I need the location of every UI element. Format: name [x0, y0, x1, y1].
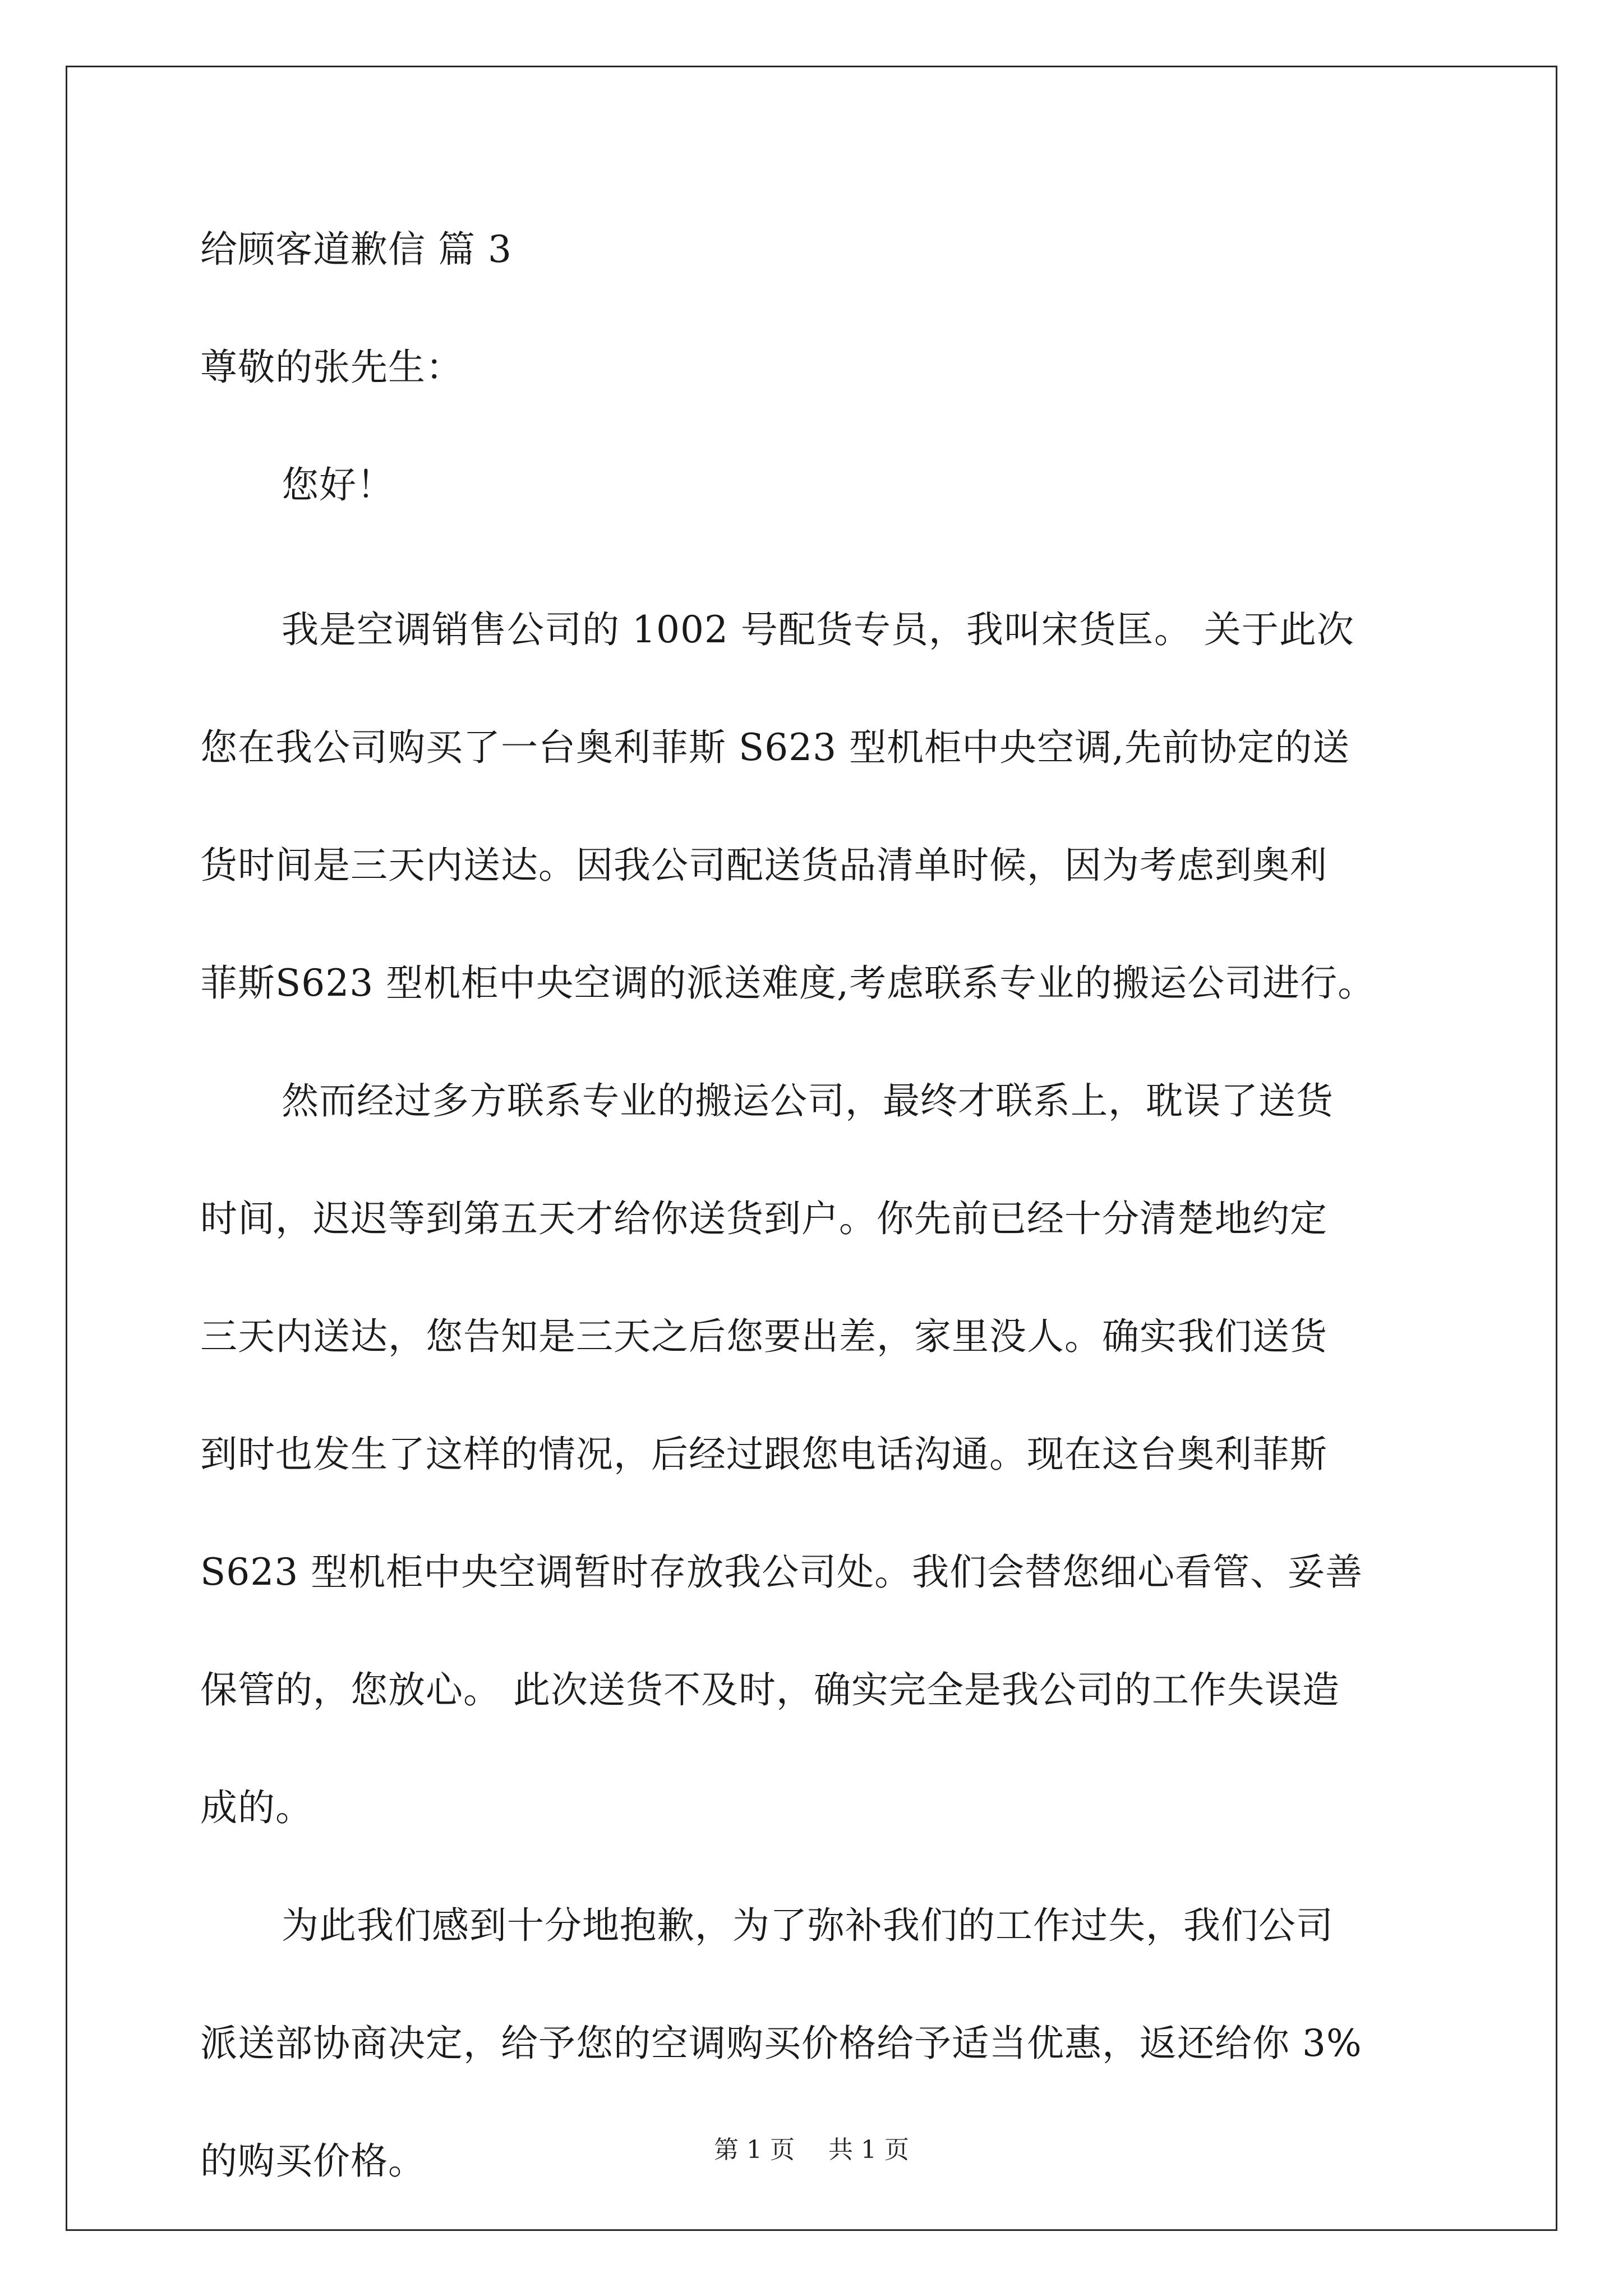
paragraph-line: 三天内送达，您告知是三天之后您要出差，家里没人。确实我们送货	[200, 1315, 1327, 1358]
paragraph-line: 的购买价格。	[200, 2139, 426, 2183]
paragraph-line: 保管的，您放心。 此次送货不及时，确实完全是我公司的工作失误造	[200, 1668, 1340, 1711]
paragraph-line: 为此我们感到十分地抱歉，为了弥补我们的工作过失，我们公司	[282, 1904, 1334, 1947]
page-total: 共 1 页	[828, 2136, 909, 2164]
paragraph-line: 时间，迟迟等到第五天才给你送货到户。你先前已经十分清楚地约定	[200, 1197, 1327, 1240]
paragraph-2	[200, 1042, 1434, 1867]
paragraph-line: 然而经过多方联系专业的搬运公司，最终才联系上，耽误了送货	[282, 1079, 1334, 1122]
paragraph-1	[200, 571, 1434, 1042]
paragraph-line: 您在我公司购买了一台奥利菲斯 S623 型机柜中央空调,先前协定的送	[200, 726, 1350, 769]
paragraph-3	[200, 1867, 1434, 2220]
page-number: 第 1 页	[714, 2136, 795, 2164]
paragraph-line: 我是空调销售公司的 1002 号配货专员，我叫宋货匡。 关于此次	[282, 608, 1354, 651]
letter-body	[200, 216, 1434, 2220]
paragraph-line: S623 型机柜中央空调暂时存放我公司处。我们会替您细心看管、妥善	[200, 1550, 1363, 1594]
salutation: 尊敬的张先生：	[200, 346, 463, 389]
document-title: 给顾客道歉信 篇 3	[200, 228, 512, 271]
paragraph-line: 货时间是三天内送达。因我公司配送货品清单时候，因为考虑到奥利	[200, 844, 1327, 887]
paragraph-line: 派送部协商决定，给予您的空调购买价格给予适当优惠，返还给你 3%	[200, 2022, 1362, 2065]
paragraph-line: 菲斯S623 型机柜中央空调的派送难度,考虑联系专业的搬运公司进行。	[200, 961, 1376, 1005]
greeting: 您好！	[282, 463, 394, 507]
paragraph-line: 到时也发生了这样的情况，后经过跟您电话沟通。现在这台奥利菲斯	[200, 1433, 1327, 1476]
paragraph-line: 成的。	[200, 1786, 313, 1829]
page-footer	[0, 2133, 1623, 2167]
